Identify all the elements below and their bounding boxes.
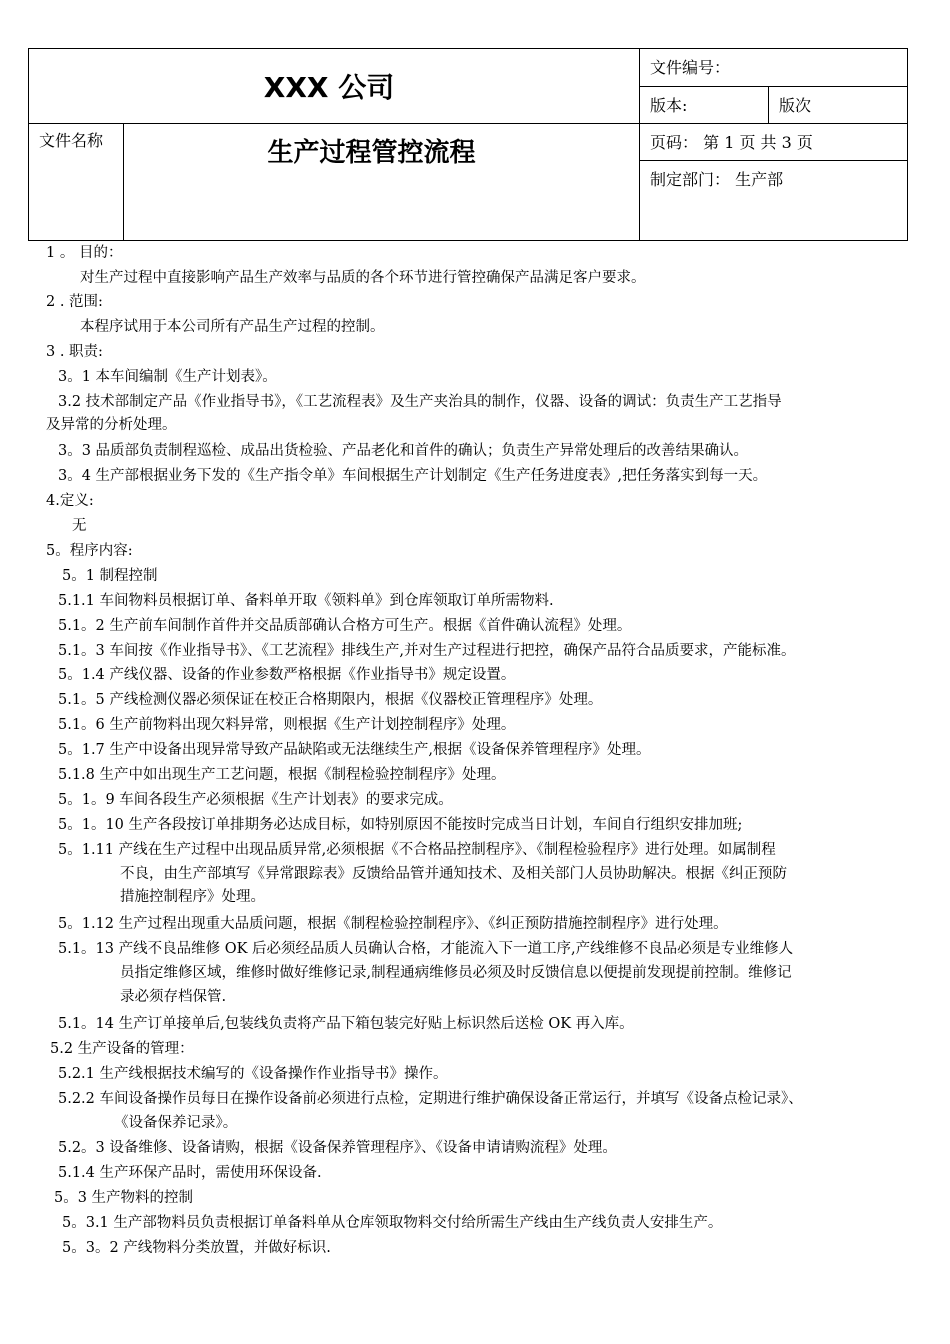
- company-name: XXX 公司: [29, 49, 640, 124]
- section-5-1-13-line2: 员指定维修区域，维修时做好维修记录,制程通病维修员必须及时反馈信息以便提前发现提前控制。维修记: [120, 965, 792, 981]
- section-5-1-12: 5。1.12 生产过程出现重大品质问题，根据《制程检验控制程序》、《纠正预防措施控制程序》进行处理。: [58, 916, 728, 932]
- document-header-table: [28, 48, 908, 241]
- section-2-text: 本程序试用于本公司所有产品生产过程的控制。: [80, 319, 385, 335]
- section-1-text: 对生产过程中直接影响产品生产效率与品质的各个环节进行管控确保产品满足客户要求。: [80, 270, 646, 286]
- section-5-2-2-line1: 5.2.2 车间设备操作员每日在操作设备前必须进行点检，定期进行维护确保设备正常运行，并填写《设备点检记录》、: [58, 1091, 803, 1107]
- section-5-1-4-env: 5.1.4 生产环保产品时，需使用环保设备.: [58, 1165, 322, 1181]
- section-5-1-10: 5。1。10 生产各段按订单排期务必达成目标，如特别原因不能按时完成当日计划，车间自行组织安排加班;: [58, 817, 743, 833]
- page-info: 页码： 第 1 页 共 3 页: [640, 124, 908, 161]
- section-5-1-11-line1: 5。1.11 产线在生产过程中出现品质异常,必须根据《不合格品控制程序》、《制程检验程序》进行处理。如属制程: [58, 842, 776, 858]
- section-5-1-3: 5.1。3 车间按《作业指导书》、《工艺流程》排线生产,并对生产过程进行把控，确保产品符合品质要求，产能标准。: [58, 643, 796, 659]
- section-5-1-6: 5.1。6 生产前物料出现欠料异常，则根据《生产计划控制程序》处理。: [58, 717, 516, 733]
- section-3-1: 3。1 本车间编制《生产计划表》。: [58, 369, 277, 385]
- version-label: 版本:: [640, 87, 769, 124]
- section-5-3-1: 5。3.1 生产部物料员负责根据订单备料单从仓库领取物料交付给所需生产线由生产线负责人安排生产。: [62, 1215, 723, 1231]
- section-2-title: 2 . 范围:: [46, 294, 103, 310]
- section-3-2-line1: 3.2 技术部制定产品《作业指导书》，《工艺流程表》及生产夹治具的制作，仪器、设备的调试：负责生产工艺指导: [58, 394, 782, 410]
- doc-number-label: 文件编号：: [640, 49, 908, 87]
- section-5-2-3: 5.2。3 设备维修、设备请购，根据《设备保养管理程序》、《设备申请请购流程》处理。: [58, 1140, 617, 1156]
- section-5-1-13-line1: 5.1。13 产线不良品维修 OK 后必须经品质人员确认合格，才能流入下一道工序,产线维修不良品必须是专业维修人: [58, 941, 794, 957]
- section-5-1-7: 5。1.7 生产中设备出现异常导致产品缺陷或无法继续生产,根据《设备保养管理程序》处理。: [58, 742, 651, 758]
- section-3-3: 3。3 品质部负责制程巡检、成品出货检验、产品老化和首件的确认；负责生产异常处理后的改善结果确认。: [58, 443, 749, 459]
- revision-label: 版次: [769, 87, 908, 124]
- section-4-title: 4.定义:: [46, 493, 94, 509]
- section-5-title: 5。程序内容:: [46, 543, 133, 559]
- dept-info: 制定部门： 生产部: [640, 161, 908, 241]
- section-5-1-4: 5。1.4 产线仪器、设备的作业参数严格根据《作业指导书》规定设置。: [58, 667, 516, 683]
- section-5-1-1: 5.1.1 车间物料员根据订单、备料单开取《领料单》到仓库领取订单所需物料.: [58, 593, 554, 609]
- doc-title: 生产过程管控流程: [124, 124, 640, 241]
- section-5-3-title: 5。3 生产物料的控制: [54, 1190, 194, 1206]
- section-5-1-11-line2: 不良，由生产部填写《异常跟踪表》反馈给品管并通知技术、及相关部门人员协助解决。根据《纠正预防: [120, 866, 787, 882]
- section-5-1-5: 5.1。5 产线检测仪器必须保证在校正合格期限内，根据《仪器校正管理程序》处理。: [58, 692, 603, 708]
- section-5-1-title: 5。1 制程控制: [62, 568, 158, 584]
- section-5-1-11-line3: 措施控制程序》处理。: [120, 889, 265, 905]
- section-5-2-title: 5.2 生产设备的管理：: [50, 1041, 194, 1057]
- section-1-title: 1 。 目的：: [46, 245, 123, 261]
- section-5-3-2: 5。3。2 产线物料分类放置，并做好标识.: [62, 1240, 331, 1256]
- section-3-2-line2: 及异常的分析处理。: [46, 417, 177, 433]
- section-5-2-1: 5.2.1 生产线根据技术编写的《设备操作作业指导书》操作。: [58, 1066, 448, 1082]
- doc-name-label: 文件名称: [29, 124, 124, 241]
- section-5-1-9: 5。1。9 车间各段生产必须根据《生产计划表》的要求完成。: [58, 792, 453, 808]
- section-3-title: 3 . 职责:: [46, 344, 103, 360]
- section-3-4: 3。4 生产部根据业务下发的《生产指令单》车间根据生产计划制定《生产任务进度表》,把任务落实到每一天。: [58, 468, 768, 484]
- section-5-1-8: 5.1.8 生产中如出现生产工艺问题，根据《制程检验控制程序》处理。: [58, 767, 506, 783]
- section-5-1-13-line3: 录必须存档保管.: [120, 989, 227, 1005]
- section-5-1-14: 5.1。14 生产订单接单后,包装线负责将产品下箱包装完好贴上标识然后送检 OK 再入库。: [58, 1016, 634, 1032]
- section-5-1-2: 5.1。2 生产前车间制作首件并交品质部确认合格方可生产。根据《首件确认流程》处理。: [58, 618, 632, 634]
- section-4-text: 无: [72, 518, 87, 534]
- section-5-2-2-line2: 《设备保养记录》。: [114, 1115, 238, 1131]
